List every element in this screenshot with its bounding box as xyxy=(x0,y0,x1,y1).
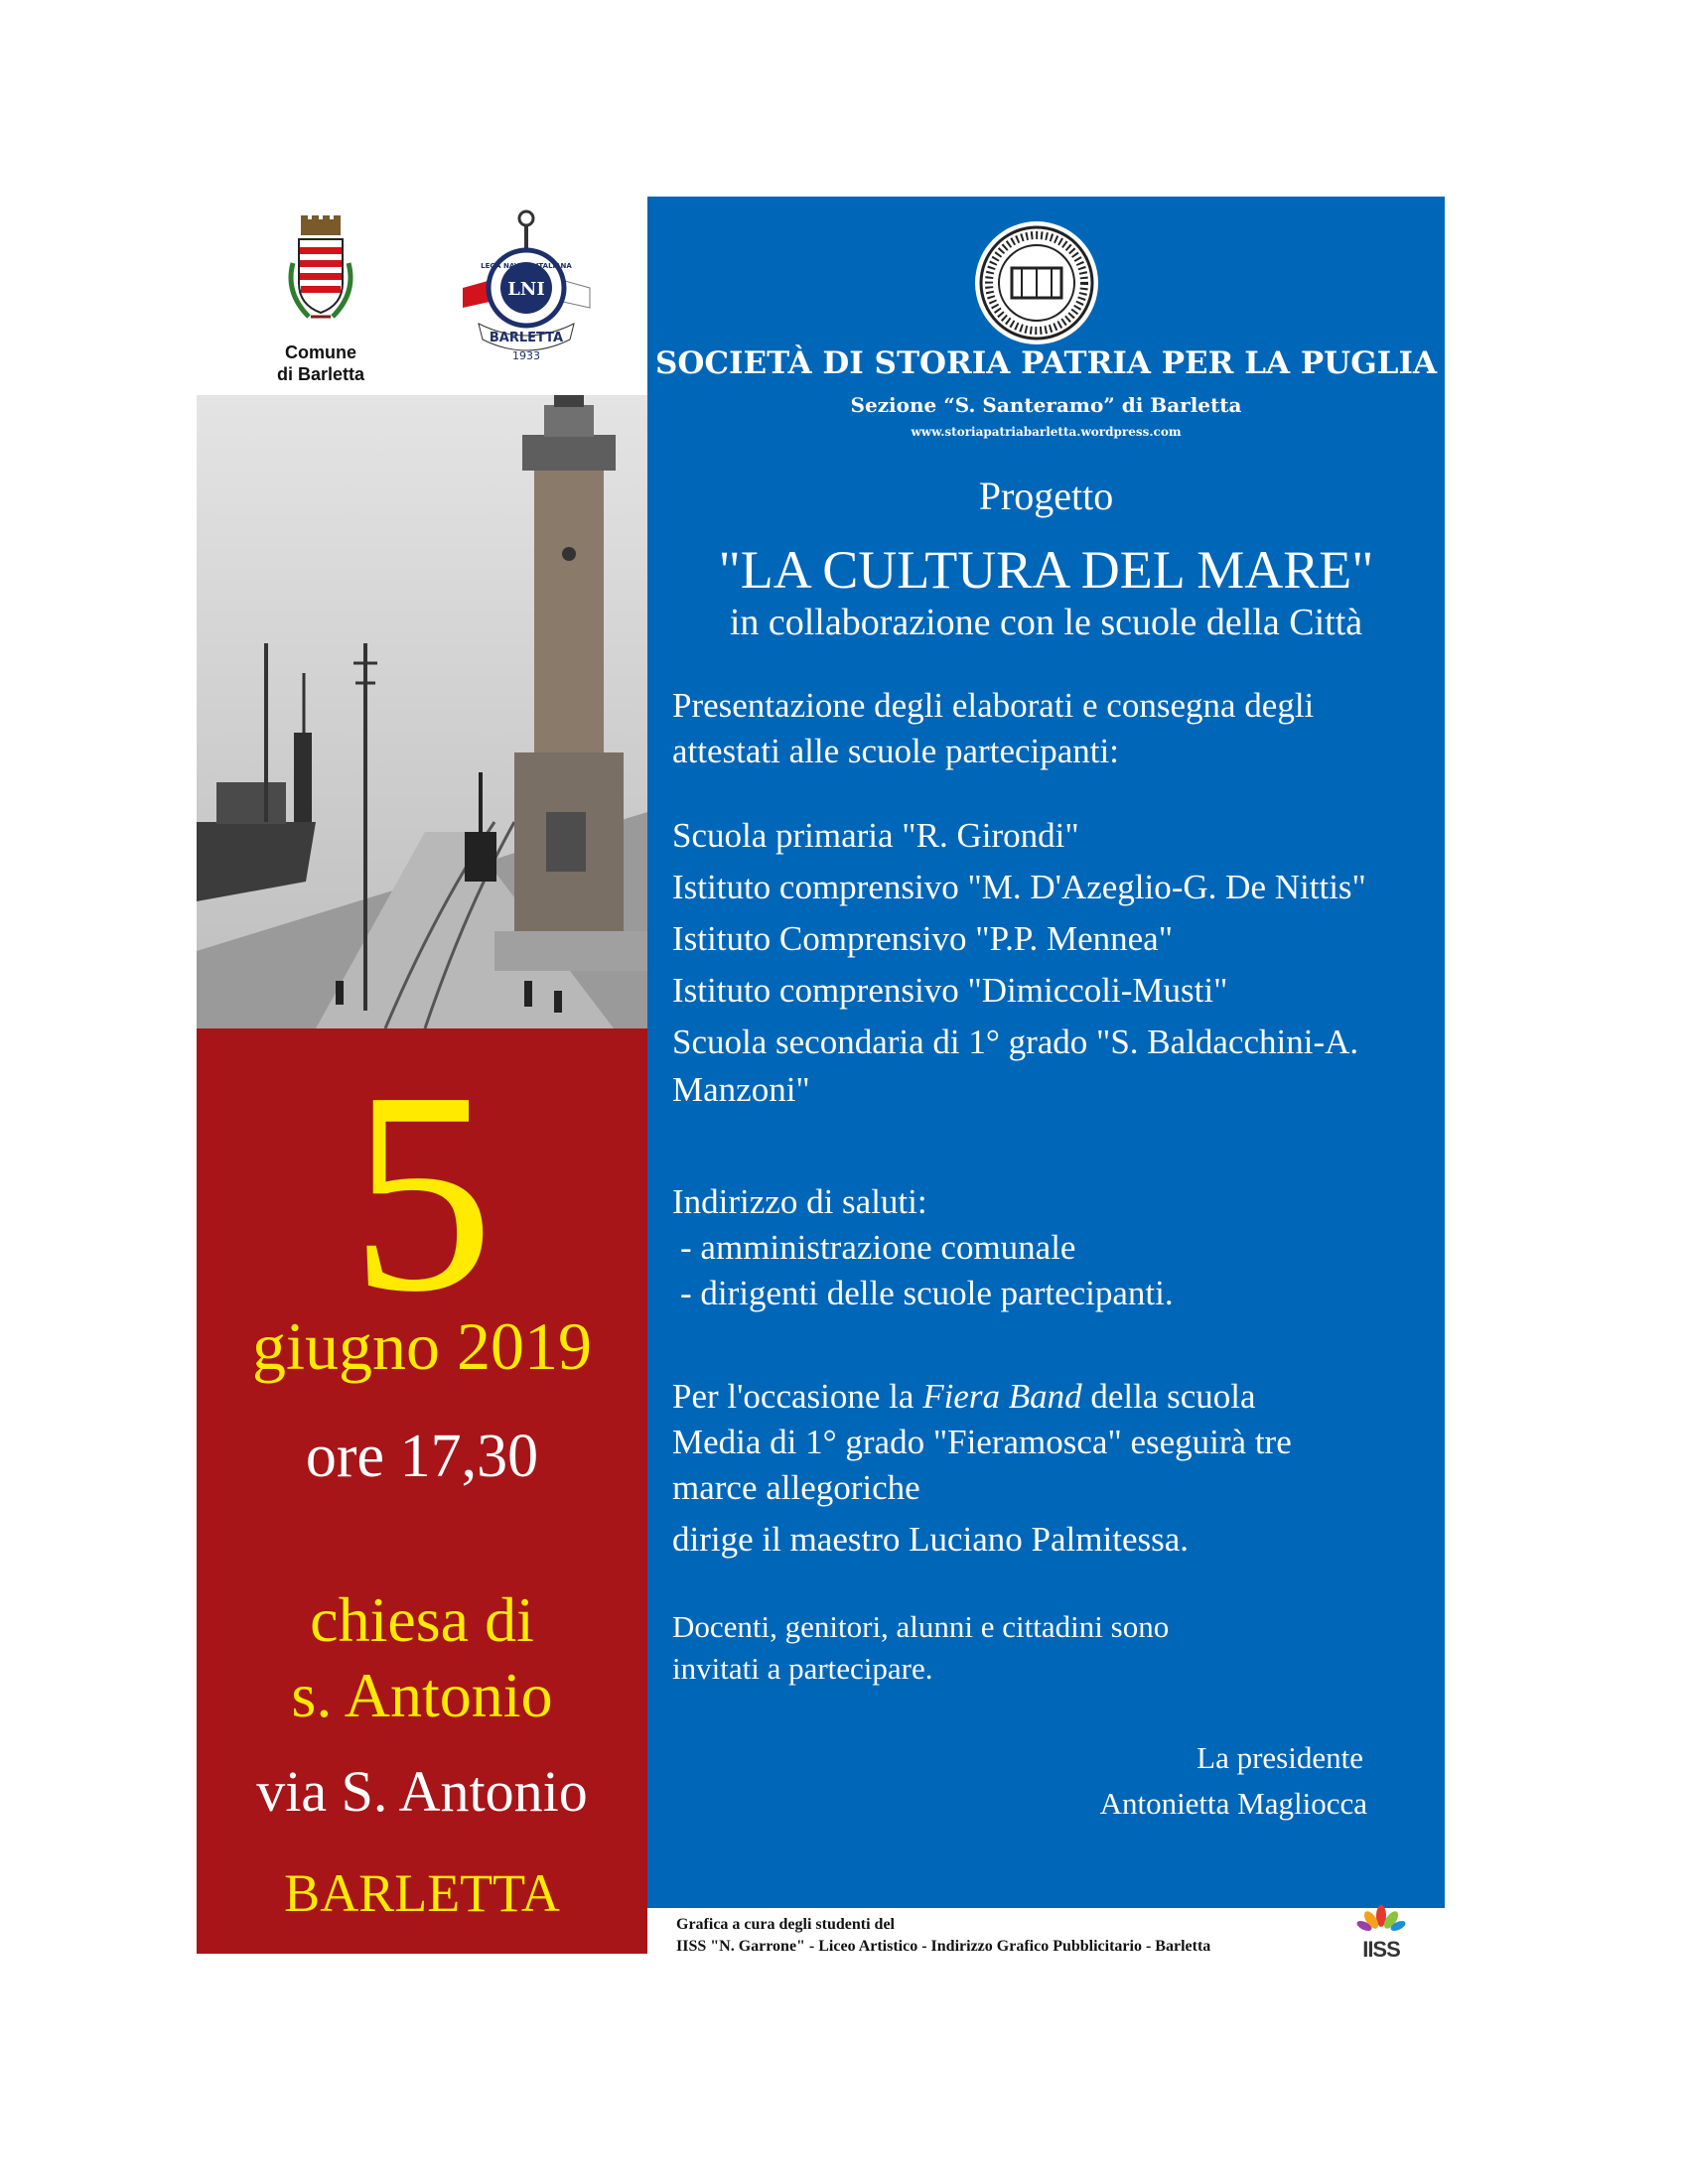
band-line3: marce allegoriche xyxy=(672,1468,920,1507)
credits-line1: Grafica a cura degli studenti del xyxy=(676,1916,895,1933)
partner-logos xyxy=(197,204,647,392)
band-name: Fiera Band xyxy=(922,1377,1082,1416)
signature-name: Antonietta Magliocca xyxy=(1099,1786,1367,1821)
iiss-flower-icon xyxy=(1356,1904,1406,1934)
lighthouse-harbor-image xyxy=(197,395,647,1028)
lega-navale-emblem-icon xyxy=(459,208,594,363)
school-item: Istituto comprensivo "Dimiccoli-Musti" xyxy=(672,971,1228,1010)
band-line4: dirige il maestro Luciano Palmitessa. xyxy=(672,1520,1190,1559)
comune-di-barletta-logo xyxy=(266,213,375,392)
intro-line2: attestati alle scuole partecipanti: xyxy=(672,732,1119,770)
school-item: Istituto Comprensivo "P.P. Mennea" xyxy=(672,919,1173,958)
intro-line1: Presentazione degli elaborati e consegna degli xyxy=(672,686,1315,725)
lni-monogram: LNI xyxy=(507,279,545,300)
comune-label-line2: di Barletta xyxy=(276,364,365,384)
band-line2: Media di 1° grado "Fieramosca" eseguirà tre xyxy=(672,1423,1292,1461)
iiss-logo xyxy=(1345,1904,1417,1964)
society-url: www.storiapatriabarletta.wordpress.com xyxy=(911,425,1182,439)
event-month-year: giugno 2019 xyxy=(252,1308,592,1384)
event-street: via S. Antonio xyxy=(256,1759,588,1824)
lni-city: BARLETTA xyxy=(489,331,564,345)
project-title: "LA CULTURA DEL MARE" xyxy=(718,540,1374,600)
event-time: ore 17,30 xyxy=(305,1423,539,1490)
school-item: Scuola secondaria di 1° grado "S. Baldacchini-A. Manzoni" xyxy=(672,1023,1359,1109)
signature-role: La presidente xyxy=(1196,1740,1363,1775)
band-section xyxy=(672,1374,1437,1563)
band-line1 xyxy=(672,1374,1437,1420)
lighthouse-photo xyxy=(197,395,647,1028)
schools-list xyxy=(672,812,1437,1118)
lega-navale-logo xyxy=(457,208,596,367)
greetings-section xyxy=(672,1179,1437,1316)
coat-of-arms-icon xyxy=(279,213,362,341)
signature xyxy=(1100,1735,1367,1827)
project-label: Progetto xyxy=(978,474,1114,518)
intro-text xyxy=(672,683,1437,774)
comune-label-line1: Comune xyxy=(285,342,356,362)
greetings-heading: Indirizzo di saluti: xyxy=(672,1182,927,1221)
invite-line1: Docenti, genitori, alunni e cittadini sono xyxy=(672,1609,1170,1644)
lni-arc-text: LEGA NAVALE ITALIANA xyxy=(481,262,572,270)
school-item: Istituto comprensivo "M. D'Azeglio-G. De Nittis" xyxy=(672,868,1366,906)
event-date-panel xyxy=(197,1028,647,1954)
greetings-item: - amministrazione comunale xyxy=(680,1228,1076,1267)
event-day: 5 xyxy=(350,1032,494,1351)
program-panel xyxy=(647,197,1445,1908)
graphics-credits xyxy=(676,1914,1351,1958)
iiss-logo-text: IISS xyxy=(1362,1937,1400,1962)
event-city: BARLETTA xyxy=(284,1863,560,1923)
school-item: Scuola primaria "R. Girondi" xyxy=(672,816,1079,855)
society-name: SOCIETÀ DI STORIA PATRIA PER LA PUGLIA xyxy=(654,345,1438,381)
lni-year: 1933 xyxy=(512,349,540,362)
event-venue-line2: s. Antonio xyxy=(291,1660,553,1730)
society-seal-icon xyxy=(972,218,1101,347)
project-subtitle: in collaborazione con le scuole della Città xyxy=(729,602,1363,643)
invite-line2: invitati a partecipare. xyxy=(672,1651,933,1686)
greetings-item: - dirigenti delle scuole partecipanti. xyxy=(680,1274,1174,1312)
band-suffix: della scuola xyxy=(1081,1377,1256,1416)
credits-line2: IISS "N. Garrone" - Liceo Artistico - Indirizzo Grafico Pubblicitario - Barletta xyxy=(676,1938,1211,1955)
band-prefix: Per l'occasione la xyxy=(672,1377,923,1416)
society-section: Sezione “S. Santeramo” di Barletta xyxy=(850,393,1242,417)
invite-text xyxy=(672,1606,1437,1690)
event-venue-line1: chiesa di xyxy=(310,1584,534,1655)
